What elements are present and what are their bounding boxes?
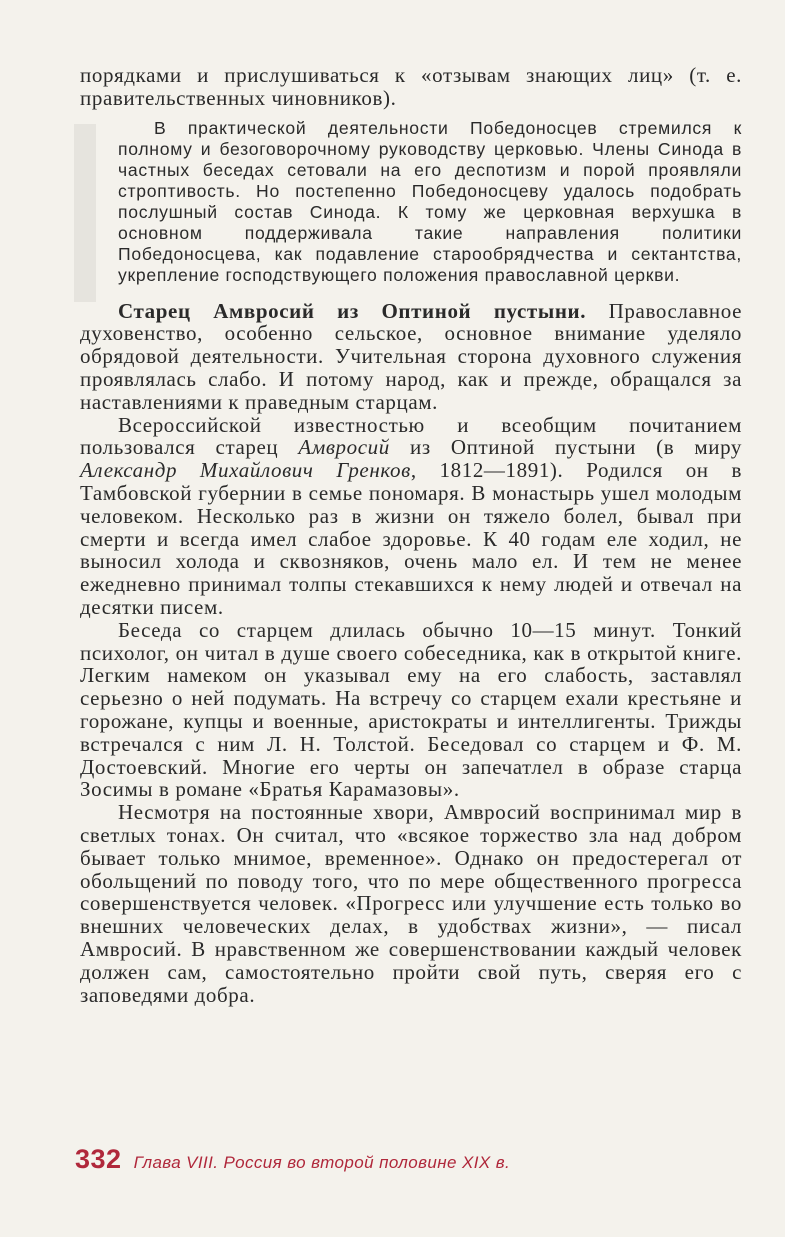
section-paragraph (80, 300, 742, 414)
p2-name: Амвросий (298, 435, 390, 460)
chapter-title: Глава VIII. Россия во второй половине XIX в. (133, 1153, 511, 1172)
boxed-note (80, 118, 742, 286)
paragraph-worldview: Несмотря на постоянные хвори, Амвросий воспринимал мир в светлых тонах. Он считал, что «всякое торжество зла над добром бывает только мнимое, временное». Однако он предостерегал от обольщений по поводу того, что по мере общественного прогресса совершенствуется человек. «Прогресс или улучшение есть только во внешних человеческих делах, в удобствах жизни», — писал Амвросий. В нравственном же совершенствовании каждый человек должен сам, самостоятельно пройти свой путь, сверяя его с заповедями добра. (80, 800, 742, 1007)
page-number: 332 (75, 1144, 122, 1174)
page-footer (75, 1144, 510, 1175)
p2-text-a: Всероссийской известностью и всеобщим почитанием пользовался старец (80, 412, 742, 460)
note-sidebar-bar (74, 124, 96, 302)
section-heading: Старец Амвросий из Оптиной пустыни. (118, 298, 587, 323)
boxed-note-text: В практической деятельности Победоносцев стремился к полному и безоговорочному руководству церковью. Члены Синода в частных беседах сетовали на его деспотизм и порой проявляли строптивость. Но постепенно Победоносцеву удалось подобрать послушный состав Синода. К тому же церковная верхушка в основном поддерживала такие направления политики Победоносцева, как подавление старообрядчества и сектантства, укрепление господствующего положения православной церкви. (118, 117, 742, 285)
p2-text-b: из Оптиной пустыни (в миру (389, 435, 743, 460)
top-paragraph: порядками и прислушиваться к «отзывам знающих лиц» (т. е. правительственных чиновников). (80, 63, 742, 110)
paragraph-conversation: Беседа со старцем длилась обычно 10—15 минут. Тонкий психолог, он читал в душе своего собеседника, как в открытой книге. Легким намеком он указывал ему на его слабость, заставлял серьезно о ней подумать. На встречу со старцем ехали крестьяне и горожане, купцы и военные, аристократы и интеллигенты. Трижды встречался с ним Л. Н. Толстой. Беседовал со старцем и Ф. М. Достоевский. Многие его черты он запечатлел в образе старца Зосимы в романе «Братья Карамазовы». (80, 617, 742, 802)
p2-text-c: , 1812—1891). Родился он в Тамбовской губернии в семье пономаря. В монастырь ушел молодым человеком. Несколько раз в жизни он тяжело болел, бывал при смерти и всегда имел слабое здоровье. К 40 годам еле ходил, не выносил холода и сквозняков, очень мало ел. И тем не менее ежедневно принимал толпы стекавшихся к нему людей и отвечал на десятки писем. (80, 458, 743, 619)
p2-full-name: Александр Михайлович Гренков (80, 458, 411, 483)
section-intro: Православное духовенство, особенно сельское, основное внимание уделяло обрядовой деятельности. Учительная сторона духовного служения проявлялась слабо. И потому народ, как и прежде, обращался за наставлениями к праведным старцам. (80, 298, 743, 414)
page-body (80, 64, 742, 1006)
paragraph-ambrose-bio (80, 414, 742, 619)
